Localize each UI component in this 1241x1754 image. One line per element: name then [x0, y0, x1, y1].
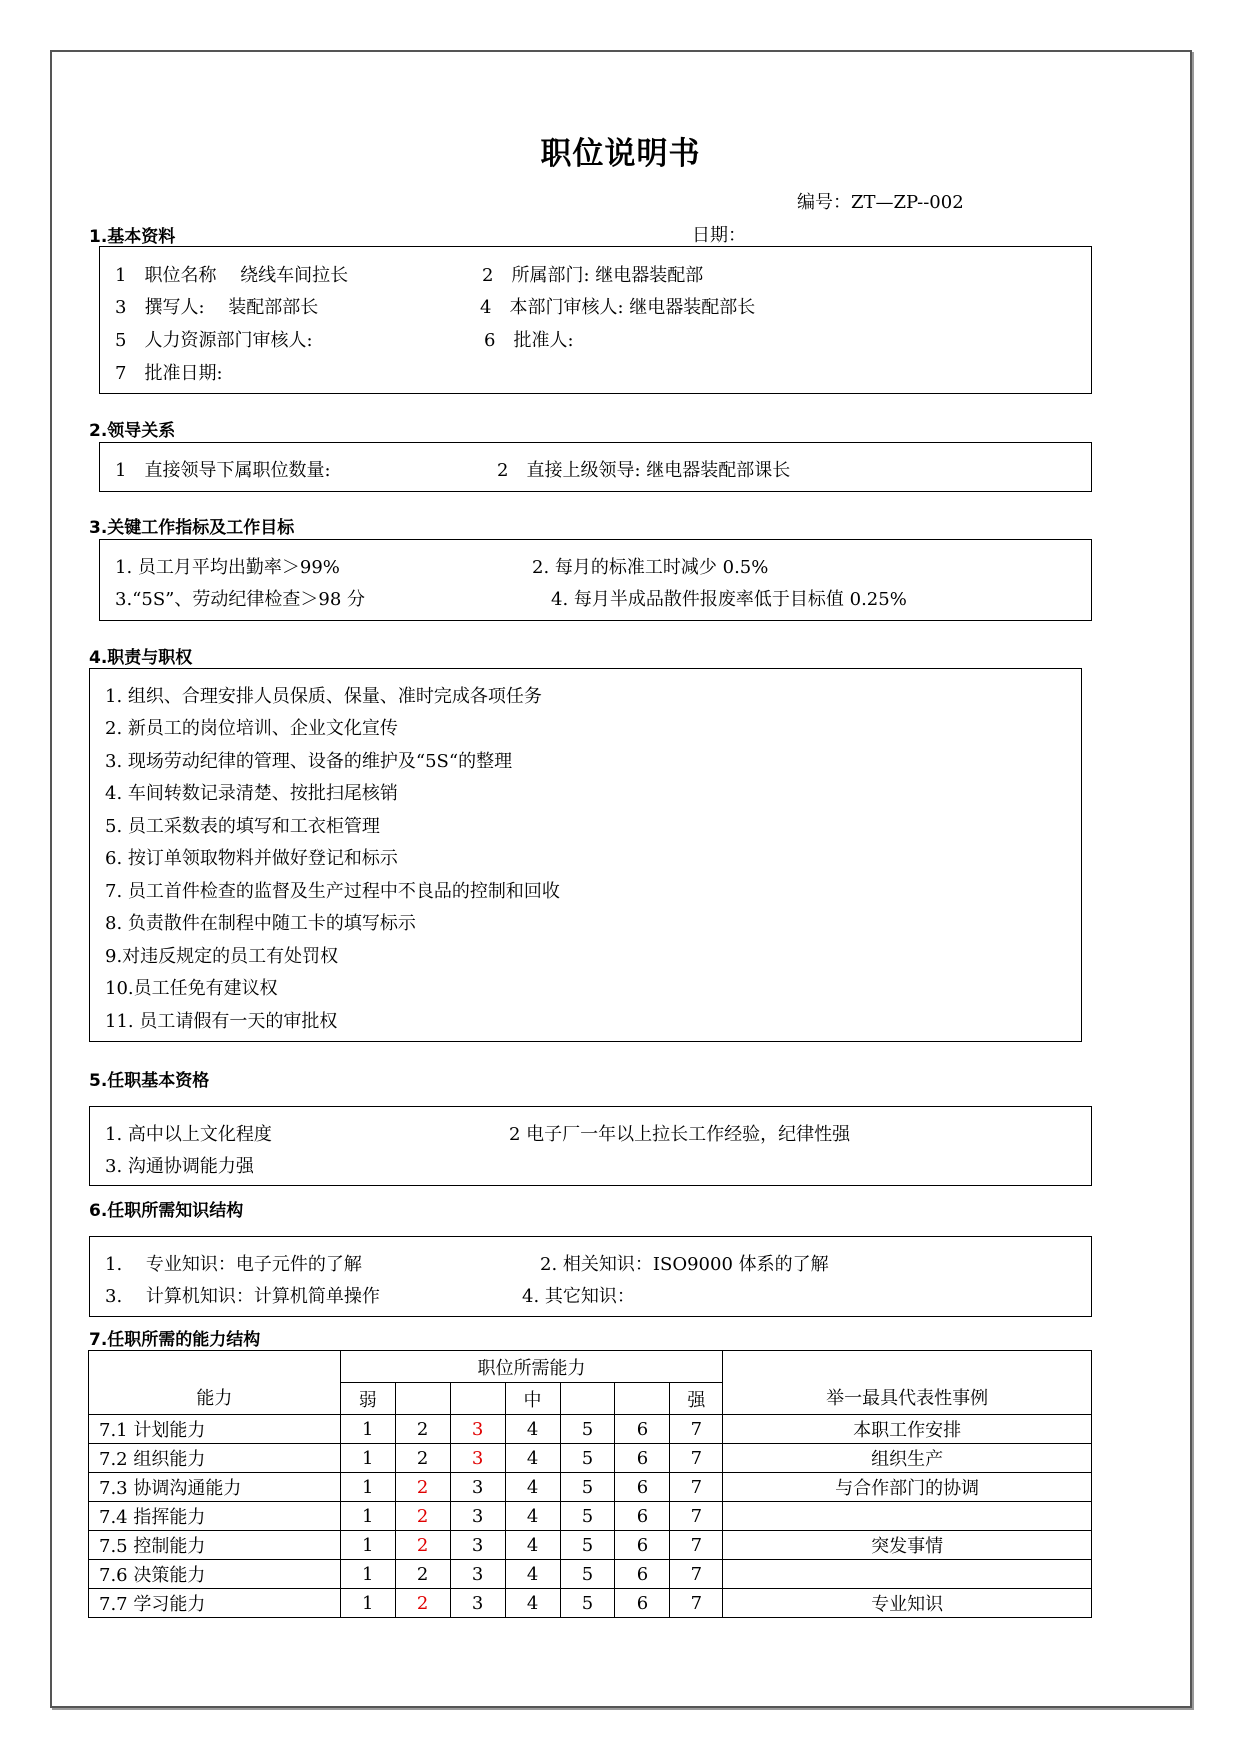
- scale-label: [395, 1383, 450, 1415]
- ability-row: [89, 1444, 1092, 1473]
- leadership-box: [99, 442, 1092, 492]
- basic-info-item: 7 批准日期:: [115, 363, 223, 384]
- document-number: 编号：ZT—ZP--002: [797, 192, 964, 213]
- ability-level-cell: 1: [340, 1473, 395, 1502]
- ability-name: 7.2 组织能力: [89, 1444, 341, 1473]
- ability-level-cell: 1: [340, 1531, 395, 1560]
- duty-item: 9.对违反规定的员工有处罚权: [105, 946, 339, 967]
- knowledge-item: 1. 专业知识：电子元件的了解: [105, 1254, 362, 1275]
- ability-example: [723, 1560, 1092, 1589]
- section-3-heading: 3.关键工作指标及工作目标: [89, 518, 295, 538]
- ability-level-cell: 7: [670, 1502, 723, 1531]
- section-7-heading: 7.任职所需的能力结构: [89, 1330, 261, 1350]
- ability-level-cell: 3: [450, 1531, 505, 1560]
- ability-level-cell: 4: [505, 1444, 560, 1473]
- example-column-header: 举一最具代表性事例: [723, 1351, 1092, 1415]
- ability-level-cell: 6: [615, 1531, 670, 1560]
- duty-item: 3. 现场劳动纪律的管理、设备的维护及“5S“的整理: [105, 751, 513, 772]
- leadership-superior: 2 直接上级领导: 继电器装配部课长: [497, 460, 791, 481]
- duty-item: 2. 新员工的岗位培训、企业文化宣传: [105, 718, 398, 739]
- ability-level-cell: 7: [670, 1444, 723, 1473]
- qualification-item: 2 电子厂一年以上拉长工作经验，纪律性强: [509, 1124, 851, 1145]
- basic-info-item: 2 所属部门: 继电器装配部: [482, 265, 704, 286]
- ability-level-cell: 3: [450, 1560, 505, 1589]
- ability-level-cell: 6: [615, 1502, 670, 1531]
- ability-name: 7.3 协调沟通能力: [89, 1473, 341, 1502]
- basic-info-item: 4 本部门审核人: 继电器装配部长: [480, 297, 756, 318]
- ability-level-cell: 6: [615, 1589, 670, 1618]
- knowledge-box: [89, 1236, 1092, 1317]
- duty-item: 5. 员工采数表的填写和工衣柜管理: [105, 816, 380, 837]
- ability-example: [723, 1502, 1092, 1531]
- kpi-item: 1. 员工月平均出勤率＞99%: [115, 557, 340, 578]
- date-label: 日期：: [692, 225, 746, 246]
- ability-level-cell: 6: [615, 1473, 670, 1502]
- duties-box: [89, 668, 1082, 1042]
- ability-level-cell: 5: [560, 1444, 615, 1473]
- knowledge-item: 2. 相关知识：ISO9000 体系的了解: [540, 1254, 829, 1275]
- section-6-heading: 6.任职所需知识结构: [89, 1201, 244, 1221]
- ability-level-cell: 2: [395, 1415, 450, 1444]
- ability-level-cell: 4: [505, 1589, 560, 1618]
- ability-level-cell: 3: [450, 1589, 505, 1618]
- ability-name: 7.6 决策能力: [89, 1560, 341, 1589]
- ability-level-cell: 6: [615, 1415, 670, 1444]
- scale-label: [560, 1383, 615, 1415]
- ability-level-cell: 3: [450, 1502, 505, 1531]
- ability-name: 7.1 计划能力: [89, 1415, 341, 1444]
- scale-label: 强: [670, 1383, 723, 1415]
- ability-level-cell: 1: [340, 1589, 395, 1618]
- section-2-heading: 2.领导关系: [89, 421, 176, 441]
- ability-level-selected: 3: [450, 1415, 505, 1444]
- ability-level-cell: 5: [560, 1560, 615, 1589]
- scale-label: [450, 1383, 505, 1415]
- basic-info-item: 1 职位名称 绕线车间拉长: [115, 265, 349, 286]
- basic-info-box: [99, 246, 1092, 394]
- leadership-subordinates: 1 直接领导下属职位数量:: [115, 460, 331, 481]
- ability-level-cell: 1: [340, 1502, 395, 1531]
- ability-level-cell: 6: [615, 1444, 670, 1473]
- required-ability-header: 职位所需能力: [340, 1351, 723, 1383]
- ability-level-cell: 5: [560, 1502, 615, 1531]
- ability-level-cell: 4: [505, 1415, 560, 1444]
- ability-level-selected: 3: [450, 1444, 505, 1473]
- ability-level-cell: 7: [670, 1560, 723, 1589]
- ability-column-header: 能力: [89, 1351, 341, 1415]
- duty-item: 10.员工任免有建议权: [105, 978, 278, 999]
- section-4-heading: 4.职责与职权: [89, 648, 193, 668]
- scale-label: 弱: [340, 1383, 395, 1415]
- ability-name: 7.7 学习能力: [89, 1589, 341, 1618]
- qualification-item: 3. 沟通协调能力强: [105, 1156, 254, 1177]
- kpi-item: 2. 每月的标准工时减少 0.5%: [532, 557, 769, 578]
- basic-info-item: 6 批准人:: [484, 330, 574, 351]
- ability-level-cell: 5: [560, 1415, 615, 1444]
- ability-example: 突发事情: [723, 1531, 1092, 1560]
- ability-level-cell: 7: [670, 1531, 723, 1560]
- kpi-item: 4. 每月半成品散件报废率低于目标值 0.25%: [551, 589, 907, 610]
- ability-name: 7.4 指挥能力: [89, 1502, 341, 1531]
- ability-row: [89, 1589, 1092, 1618]
- kpi-item: 3.“5S”、劳动纪律检查＞98 分: [115, 589, 365, 610]
- qualification-item: 1. 高中以上文化程度: [105, 1124, 272, 1145]
- knowledge-item: 4. 其它知识：: [522, 1286, 635, 1307]
- ability-row: [89, 1502, 1092, 1531]
- ability-level-selected: 2: [395, 1589, 450, 1618]
- ability-example: 与合作部门的协调: [723, 1473, 1092, 1502]
- ability-row: [89, 1415, 1092, 1444]
- ability-level-cell: 4: [505, 1531, 560, 1560]
- ability-level-selected: 2: [395, 1531, 450, 1560]
- section-5-heading: 5.任职基本资格: [89, 1071, 210, 1091]
- ability-level-cell: 4: [505, 1473, 560, 1502]
- basic-info-item: 5 人力资源部门审核人:: [115, 330, 313, 351]
- ability-level-cell: 4: [505, 1560, 560, 1589]
- ability-example: 专业知识: [723, 1589, 1092, 1618]
- knowledge-item: 3. 计算机知识：计算机简单操作: [105, 1286, 380, 1307]
- duty-item: 11. 员工请假有一天的审批权: [105, 1011, 338, 1032]
- scale-label: [615, 1383, 670, 1415]
- ability-level-cell: 2: [395, 1560, 450, 1589]
- ability-name: 7.5 控制能力: [89, 1531, 341, 1560]
- ability-level-cell: 5: [560, 1531, 615, 1560]
- scale-label: 中: [505, 1383, 560, 1415]
- ability-level-cell: 4: [505, 1502, 560, 1531]
- ability-level-cell: 5: [560, 1473, 615, 1502]
- duty-item: 8. 负责散件在制程中随工卡的填写标示: [105, 913, 416, 934]
- ability-level-cell: 3: [450, 1473, 505, 1502]
- duty-item: 1. 组织、合理安排人员保质、保量、准时完成各项任务: [105, 686, 542, 707]
- duty-item: 6. 按订单领取物料并做好登记和标示: [105, 848, 398, 869]
- ability-example: 本职工作安排: [723, 1415, 1092, 1444]
- ability-level-cell: 6: [615, 1560, 670, 1589]
- section-1-heading: 1.基本资料: [89, 227, 176, 247]
- ability-level-cell: 1: [340, 1444, 395, 1473]
- duty-item: 4. 车间转数记录清楚、按批扫尾核销: [105, 783, 398, 804]
- ability-level-cell: 1: [340, 1560, 395, 1589]
- ability-row: [89, 1473, 1092, 1502]
- ability-rows: [89, 1415, 1092, 1618]
- ability-level-selected: 2: [395, 1473, 450, 1502]
- ability-row: [89, 1560, 1092, 1589]
- page-title: 职位说明书: [540, 136, 701, 172]
- ability-level-selected: 2: [395, 1502, 450, 1531]
- ability-level-cell: 7: [670, 1473, 723, 1502]
- ability-table: [88, 1350, 1092, 1618]
- ability-level-cell: 7: [670, 1589, 723, 1618]
- ability-row: [89, 1531, 1092, 1560]
- ability-level-cell: 5: [560, 1589, 615, 1618]
- basic-info-item: 3 撰写人: 装配部部长: [115, 297, 319, 318]
- ability-level-cell: 7: [670, 1415, 723, 1444]
- ability-level-cell: 1: [340, 1415, 395, 1444]
- ability-level-cell: 2: [395, 1444, 450, 1473]
- duty-item: 7. 员工首件检查的监督及生产过程中不良品的控制和回收: [105, 881, 560, 902]
- ability-example: 组织生产: [723, 1444, 1092, 1473]
- kpi-box: [99, 539, 1092, 621]
- qualification-box: [89, 1106, 1092, 1186]
